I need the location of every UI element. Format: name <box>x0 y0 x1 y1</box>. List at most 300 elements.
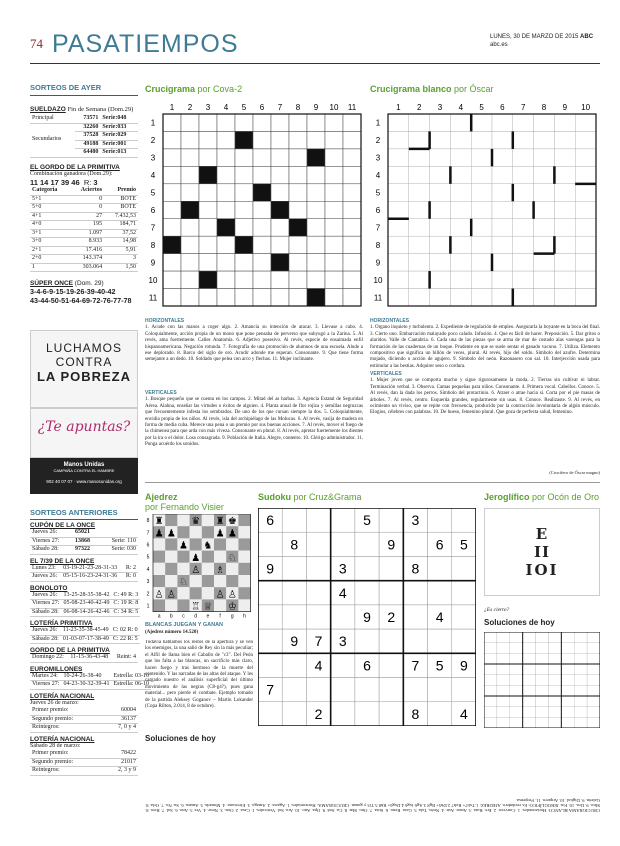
solution-cell <box>536 653 549 664</box>
cell <box>235 149 253 166</box>
cell <box>534 166 555 183</box>
chess-square <box>177 551 189 563</box>
cell <box>253 114 271 131</box>
sudoku-cell <box>282 605 306 629</box>
cell <box>199 289 217 306</box>
row-number: 5 <box>150 188 156 198</box>
cell <box>235 219 253 236</box>
cell <box>430 289 451 306</box>
cell <box>199 236 217 253</box>
cell <box>450 166 471 183</box>
cell <box>325 149 343 166</box>
sudoku-given: 5 <box>363 512 371 529</box>
cell <box>181 114 199 131</box>
cell <box>181 219 199 236</box>
cell <box>534 254 555 271</box>
cell <box>235 166 253 183</box>
cell <box>430 114 451 131</box>
solution-cell <box>561 717 574 728</box>
cell <box>450 131 471 148</box>
cell <box>343 236 361 253</box>
chess-square <box>153 538 165 550</box>
cell <box>289 254 307 271</box>
siete-title: EL 7/39 DE LA ONCE <box>30 557 95 565</box>
solution-cell <box>587 664 600 675</box>
solution-cell <box>574 632 587 643</box>
cell <box>409 166 430 183</box>
sudoku-cell <box>452 556 476 580</box>
solution-cell <box>523 632 536 643</box>
cell <box>343 271 361 288</box>
primitiva-table: Jueves 26: 11-23-35-38-45-49 C: 02 R: 0 Sábado 28: 01-03-07-17-38-49 C: 22 R: 5 <box>32 627 138 642</box>
cell <box>492 289 513 306</box>
chess-piece: ♘ <box>227 552 237 564</box>
solution-cell <box>484 707 497 718</box>
chess-square <box>177 587 189 599</box>
cell <box>253 149 271 166</box>
sudoku-grid <box>258 508 476 726</box>
sudoku-cell <box>452 581 476 605</box>
chess-square <box>177 514 189 526</box>
cell <box>235 289 253 306</box>
cell <box>325 289 343 306</box>
sorteos-ayer-title: SORTEOS DE AYER <box>30 83 102 92</box>
cell <box>181 149 199 166</box>
solution-cell <box>548 717 561 728</box>
sudoku-cell <box>379 556 403 580</box>
solution-cell <box>523 717 536 728</box>
file-label: e <box>206 613 210 620</box>
cell <box>575 131 596 148</box>
cell <box>181 131 199 148</box>
chess-piece: ♕ <box>203 601 213 613</box>
sudoku-cell <box>403 629 427 653</box>
solution-cell <box>523 643 536 654</box>
cell <box>199 149 217 166</box>
chess-square <box>202 514 214 526</box>
col-number: 1 <box>169 103 175 112</box>
chess-square <box>238 551 250 563</box>
row-number: 1 <box>375 118 381 128</box>
jero-letters-c: IOI <box>525 561 559 579</box>
solution-cell <box>510 664 523 675</box>
cell <box>513 271 534 288</box>
solution-cell <box>510 643 523 654</box>
chess-square <box>190 526 202 538</box>
cell <box>575 236 596 253</box>
col-number: 7 <box>520 103 526 112</box>
sudoku-given: 9 <box>363 609 371 625</box>
cell <box>289 289 307 306</box>
cell <box>343 166 361 183</box>
sudoku-cell <box>403 605 427 629</box>
chess-square <box>226 538 238 550</box>
cell <box>289 184 307 201</box>
solution-cell <box>587 685 600 696</box>
solution-cell <box>587 632 600 643</box>
chess-square <box>238 526 250 538</box>
sudoku-given: 5 <box>435 657 444 674</box>
brand: ABC <box>580 34 594 40</box>
file-label: h <box>243 613 246 620</box>
cell <box>471 254 492 271</box>
euro-title: EUROMILLONES <box>30 665 83 673</box>
cell <box>492 114 513 131</box>
cell <box>513 201 534 218</box>
crucigrama-grid <box>145 100 365 310</box>
superonce-line1: 3-4-6-9-15-19-26-39-40-42 <box>30 287 116 297</box>
sueldazo-title: SUELDAZO Fin de Semana (Dom.29) <box>30 106 134 113</box>
cell <box>534 131 555 148</box>
rank-label: 8 <box>146 518 150 525</box>
cell <box>217 184 235 201</box>
row-number: 3 <box>150 153 156 163</box>
solution-cell <box>536 685 549 696</box>
cell <box>430 219 451 236</box>
chess-piece: ♟ <box>191 552 201 564</box>
cell <box>163 184 181 201</box>
row-number: 6 <box>375 206 381 215</box>
cell <box>343 254 361 271</box>
col-number: 3 <box>205 103 211 112</box>
solution-cell <box>484 664 497 675</box>
sudoku-cell <box>258 605 282 629</box>
cell <box>450 219 471 236</box>
row-number: 4 <box>150 171 156 181</box>
sudoku-cell <box>258 532 282 556</box>
solution-cell <box>497 643 510 654</box>
chess-square <box>190 538 202 550</box>
ad-line1: LUCHAMOS <box>45 341 122 355</box>
chess-square <box>202 575 214 587</box>
chess-piece: ♛ <box>191 516 201 528</box>
chess-square <box>214 599 226 611</box>
cell <box>388 271 409 288</box>
sudoku-cell <box>282 581 306 605</box>
col-number: 6 <box>500 103 505 112</box>
ad-manos-unidas[interactable] <box>30 330 138 408</box>
solution-cell <box>574 675 587 686</box>
crucigrama-verticales: VERTICALES 1. Bosque pequeño que se cuenta en los campos. 2. Mitad del as barbas. 3. Agencia Estatal de Seguridad Aérea. Alahna, enseñar las virtudes o éxitos de alguien. 4. Planta anual de flor rojiza y semillas negruzcas que frecuentemente infesta los sembrados. De uno de los que cursan siempre la dos. 5. Coloquialmente, envidia propia de los niños. Al revés, isla del archipiélago de las Molucas. 6. Al revés, vasija de madera en forma de media cuba. Merece una pena o un premio por sus buenas acciones. 7. Al revés, mover el fuego de la chimenea para que arda con más viveza. Consonante en plural. 8. Al revés, apretar fuertemente los dientes por la ira o el dolor. Losa consagrada. 9. Población de Italia. Alegre, contento. 10. Clérigo administrador. 11. Ponga acuérdo los sonidos. <box>145 390 363 448</box>
cell <box>430 236 451 253</box>
cell <box>492 184 513 201</box>
cell <box>430 166 451 183</box>
sudoku-cell <box>355 581 379 605</box>
chess-square <box>214 538 226 550</box>
cell <box>575 254 596 271</box>
sudoku-cell <box>282 678 306 702</box>
col-number: 8 <box>295 103 301 112</box>
chess-square <box>165 538 177 550</box>
solution-cell <box>510 685 523 696</box>
cell <box>271 114 289 131</box>
chess-square <box>238 587 250 599</box>
row-number: 9 <box>150 258 156 268</box>
solution-cell <box>561 643 574 654</box>
col-number: 4 <box>223 103 229 112</box>
ln2-title: LOTERÍA NACIONAL <box>30 735 95 743</box>
ad-footer <box>30 458 138 494</box>
sudoku-cell <box>331 702 355 726</box>
cell <box>575 184 596 201</box>
soluciones-hoy-title: Soluciones de hoy <box>484 618 555 627</box>
cell <box>409 219 430 236</box>
cell <box>253 166 271 183</box>
jero-letters-a: E <box>535 525 549 543</box>
chess-piece: ♟ <box>227 528 237 540</box>
sudoku-given: 4 <box>459 705 468 722</box>
chess-square <box>165 514 177 526</box>
cell <box>253 254 271 271</box>
solution-cell <box>497 685 510 696</box>
cell <box>199 254 217 271</box>
gordo-numbers: 11 14 17 39 46 R: 3 <box>30 178 98 188</box>
cell <box>271 149 289 166</box>
cell <box>575 149 596 166</box>
cell <box>289 166 307 183</box>
solution-cell <box>561 632 574 643</box>
col-number: 11 <box>347 103 357 112</box>
ad-org: Manos Unidas <box>63 462 105 468</box>
cell <box>471 271 492 288</box>
sudoku-given: 9 <box>459 657 468 674</box>
sudoku-cell <box>306 556 330 580</box>
cell <box>307 184 325 201</box>
cell <box>471 289 492 306</box>
chess-square <box>226 575 238 587</box>
chess-piece: ♙ <box>166 589 176 601</box>
chess-piece: ♜ <box>154 516 164 528</box>
sudoku-cell <box>452 508 476 532</box>
crucigrama-title: Crucigrama por Cova-2 <box>145 84 243 94</box>
row-number: 1 <box>150 118 156 128</box>
blanco-verticales: VERTICALES 1. Mujer joven que se comporta mucho y sigue rigurosamente la moda. 2. Tierras sin cultivar ni labrar. Terminación verbal. 3. Observa. Camas pequeñas para niños. Consonante. 4. Primera vocal. Cabellos. Conoce. 5. Al revés, dan la dada los perros. Símbolo del protactinio. 6. Atraer o atrae hacia sí. Corta por el pie masas de árboles. 7. Al revés, centro. Esquerda grandes, regularmente sin usas. 8. Conoce. Realizaste. 9. Al revés, en ocimiento un viviso, que se repite con frecuencia, producido por la contracción involuntaria de algún músculo. Elogios, célebres con palabras. 10. De hueso, femenino plural. Que goza de perfecta salud, femenino. <box>370 371 600 416</box>
ln1-title: LOTERÍA NACIONAL <box>30 692 95 700</box>
row-number: 7 <box>150 223 156 233</box>
sudoku-cell <box>428 678 452 702</box>
sudoku-given: 9 <box>387 536 396 553</box>
cell <box>343 114 361 131</box>
cell <box>430 149 451 166</box>
sudoku-cell <box>355 678 379 702</box>
solution-cell <box>484 685 497 696</box>
cell <box>163 201 181 218</box>
cell <box>217 166 235 183</box>
solution-cell <box>510 696 523 707</box>
chess-piece: ♟ <box>154 528 164 540</box>
chess-square <box>177 526 189 538</box>
soluciones-text: CRUCIGRAMA BLANCO: Horizontales: 1. Convexo. 2. Ere. Ruta. 3. Amor. Asir. 4. Neón. Tala. 5. Gato. Reno. 6. Siria. 7. Ono. Mar. 8. Cu. Sed. 9. Opa. Ano. 10. Ara. Sol. Verticales: 1. Casa. 2. Orar. 3. Nene. 4. Ver. 5. Ano. 6. Sal. 7. Reto. 8. Mito. 9. Dos. 10. Fin. JEROGLÍFICO: Es verdadero. AJEDREZ: 1.Txh7+ Rxh7 2.Dh5+ Rg8 3.Ag6 fxg6 4.Dxg6+ Rh8 5.Tf3 y ganan. CRUCIGRAMA: Horizontales: 1. Agarra. 2. Amaga. 3. Efectuase. 4. Monada. 5. Amam. 6. Su. No. 7. Orla. 8. Galeón. 9. Digital. 10. Arquero. 11. Propensa. <box>145 797 600 813</box>
chess-piece: ♟ <box>215 528 225 540</box>
cell <box>271 236 289 253</box>
ln2-table: Primer premio: 78422 Segundo premio: 21017 Reintegros: 2, 3 y 9 <box>32 750 136 774</box>
gordo-prim-title: GORDO DE LA PRIMITIVA <box>30 647 110 654</box>
cell <box>534 271 555 288</box>
sudoku-given: 6 <box>435 536 444 553</box>
sudoku-cell <box>282 653 306 677</box>
sudoku-given: 8 <box>290 536 299 553</box>
sudoku-cell <box>379 678 403 702</box>
left-column <box>30 83 138 305</box>
solution-cell <box>497 664 510 675</box>
solution-cell <box>510 632 523 643</box>
solution-cell <box>587 707 600 718</box>
sudoku-cell <box>331 653 355 677</box>
cell <box>235 114 253 131</box>
blanco-grid <box>370 100 600 310</box>
solution-cell <box>561 685 574 696</box>
cell <box>388 131 409 148</box>
sudoku-cell <box>331 678 355 702</box>
black-cell <box>307 149 325 166</box>
blanco-title: Crucigrama blanco por Óscar <box>370 84 494 94</box>
chess-square <box>153 563 165 575</box>
col-number: 10 <box>329 103 339 112</box>
solution-cell <box>484 632 497 643</box>
row-number: 8 <box>150 240 156 250</box>
sudoku-cell <box>282 702 306 726</box>
cell <box>492 166 513 183</box>
sudoku-given: 8 <box>411 705 420 722</box>
cell <box>450 254 471 271</box>
cell <box>325 271 343 288</box>
solution-cell <box>548 653 561 664</box>
solution-cell <box>561 696 574 707</box>
solution-cell <box>523 653 536 664</box>
chess-square <box>153 575 165 587</box>
sudoku-given: 7 <box>314 633 323 650</box>
file-label: d <box>194 613 198 620</box>
col-number: 5 <box>241 103 247 112</box>
rank-label: 5 <box>146 554 150 561</box>
cell <box>554 166 575 183</box>
col-number: 10 <box>581 103 591 112</box>
cell <box>492 254 513 271</box>
cell <box>513 254 534 271</box>
chess-square <box>165 599 177 611</box>
black-cell <box>181 201 199 218</box>
cell <box>430 201 451 218</box>
sudoku-cell <box>331 508 355 532</box>
cell <box>492 236 513 253</box>
jeroglifico-title: Jeroglífico por Ocón de Oro <box>484 492 600 502</box>
cell <box>325 114 343 131</box>
solution-cell <box>523 696 536 707</box>
solution-cell <box>548 675 561 686</box>
row-number: 11 <box>373 293 383 303</box>
cell <box>388 114 409 131</box>
cell <box>253 219 271 236</box>
chess-square <box>202 587 214 599</box>
cell <box>575 201 596 218</box>
solution-cell <box>510 653 523 664</box>
chess-piece: ♘ <box>179 577 188 589</box>
solution-cell <box>497 653 510 664</box>
cell <box>450 236 471 253</box>
row-number: 11 <box>148 293 158 303</box>
sudoku-given: 7 <box>266 681 275 698</box>
col-number: 4 <box>458 103 464 112</box>
sudoku-cell <box>403 678 427 702</box>
file-label: b <box>169 613 173 620</box>
chess-piece: ♜ <box>215 516 225 528</box>
chess-square <box>153 551 165 563</box>
cell <box>307 219 325 236</box>
solution-cell <box>561 664 574 675</box>
cell <box>513 114 534 131</box>
cell <box>575 289 596 306</box>
ln1-sub: Jueves 26 de marzo: <box>30 699 79 706</box>
soluciones-title: Soluciones de hoy <box>145 734 216 743</box>
solution-cell <box>587 675 600 686</box>
sudoku-given: 6 <box>363 657 371 674</box>
black-cell <box>163 236 181 253</box>
cell <box>307 254 325 271</box>
solution-cell <box>574 685 587 696</box>
sorteos-anteriores <box>30 508 149 776</box>
sudoku-given: 8 <box>411 560 420 577</box>
cell <box>325 254 343 271</box>
cell <box>325 184 343 201</box>
cell <box>492 271 513 288</box>
cell <box>409 289 430 306</box>
gordo-title: EL GORDO DE LA PRIMITIVA <box>30 163 120 171</box>
solution-cell <box>484 675 497 686</box>
cell <box>554 149 575 166</box>
cell <box>534 289 555 306</box>
cell <box>235 254 253 271</box>
cell <box>343 184 361 201</box>
cell <box>235 271 253 288</box>
cell <box>513 289 534 306</box>
cell <box>343 289 361 306</box>
cell <box>492 219 513 236</box>
ad-contact: 902 40 07 07 · www.manosunidas.org <box>46 479 122 484</box>
chess-piece: ♗ <box>215 565 225 576</box>
col-number: 9 <box>313 103 319 112</box>
cell <box>513 166 534 183</box>
chess-square <box>153 599 165 611</box>
page-number: 74 <box>30 36 43 51</box>
rank-label: 6 <box>146 542 150 549</box>
cell <box>271 166 289 183</box>
sudoku-given: 2 <box>314 705 323 722</box>
cell <box>217 271 235 288</box>
cell <box>163 254 181 271</box>
cell <box>181 236 199 253</box>
cell <box>492 201 513 218</box>
chess-square <box>190 575 202 587</box>
chess-piece: ♔ <box>227 601 237 613</box>
sudoku-cell <box>379 629 403 653</box>
rank-label: 2 <box>146 591 150 598</box>
cell <box>534 201 555 218</box>
sudoku-cell <box>258 581 282 605</box>
cell <box>575 166 596 183</box>
cell <box>534 219 555 236</box>
ln1-table: Primer premio: 60004 Segundo premio: 36137 Reintegros: 7, 0 y 4 <box>32 707 136 731</box>
solution-cell <box>484 717 497 728</box>
row-number: 6 <box>150 206 156 215</box>
sudoku-given: 4 <box>338 584 347 601</box>
col-number: 5 <box>479 103 484 112</box>
cell <box>450 201 471 218</box>
cell <box>325 236 343 253</box>
black-cell <box>235 131 253 148</box>
sudoku-cell <box>355 629 379 653</box>
cell <box>289 236 307 253</box>
cell <box>163 131 181 148</box>
